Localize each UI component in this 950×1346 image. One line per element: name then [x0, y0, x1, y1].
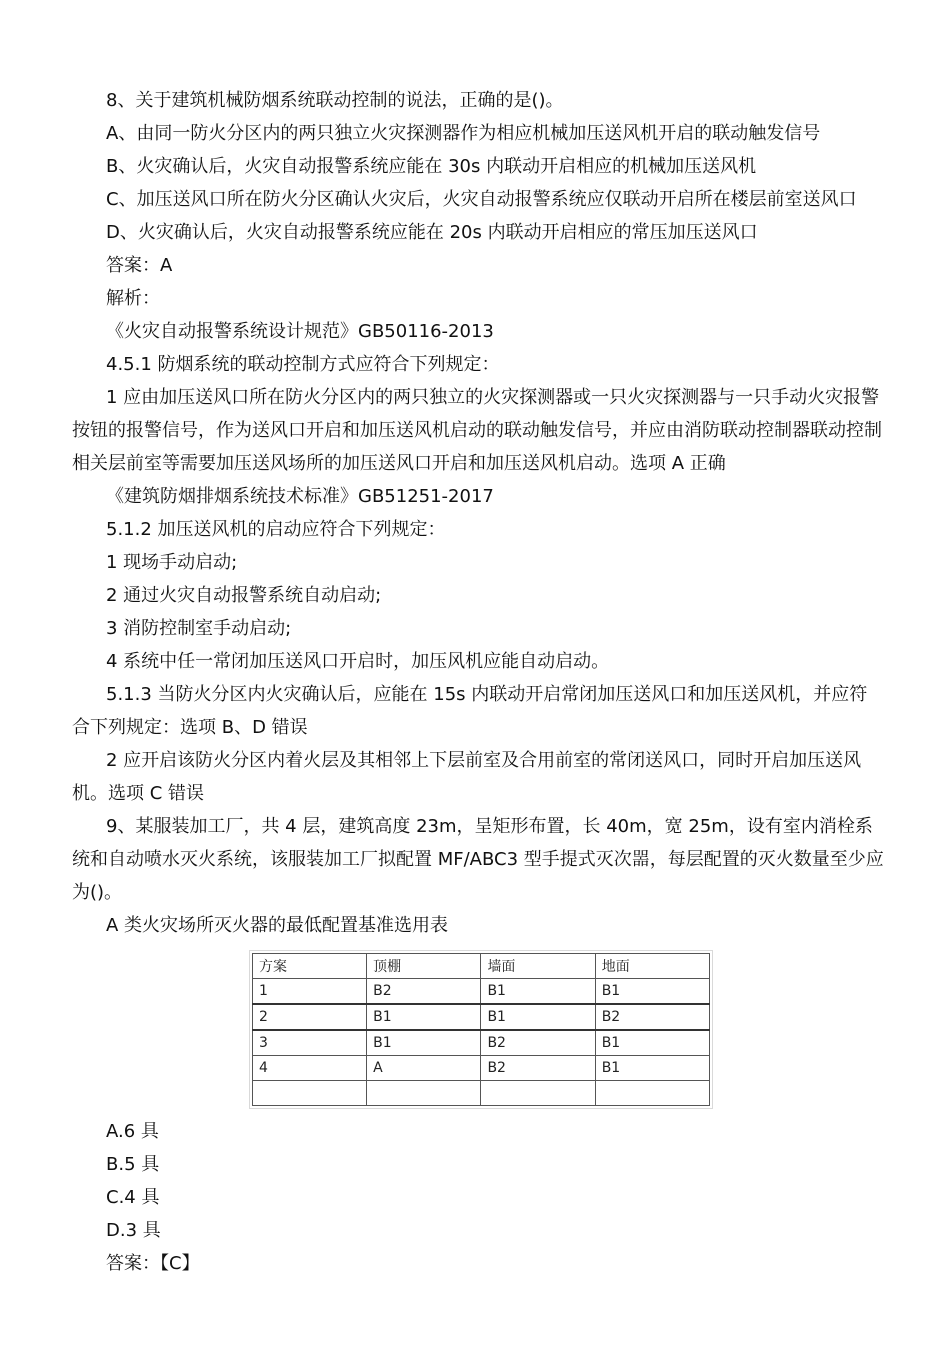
q9-answer: 答案：【C】 [106, 1253, 200, 1274]
table-row [253, 1004, 710, 1030]
table-row [253, 1030, 710, 1056]
table-cell: 1 [253, 979, 367, 1005]
table-cell: B1 [367, 1004, 481, 1030]
q9-option-b: B.5 具 [106, 1154, 160, 1175]
table-header-cell: 墙面 [481, 954, 595, 979]
table-cell: B2 [367, 979, 481, 1005]
table-cell: B2 [481, 1030, 595, 1056]
table-header-row [253, 954, 710, 979]
table-cell: B1 [595, 1056, 709, 1081]
q9-option-a: A.6 具 [106, 1121, 159, 1142]
table-cell: B1 [595, 1030, 709, 1056]
analysis-clause-512-item-1: 1 现场手动启动; [106, 552, 238, 573]
table-cell: B1 [481, 1004, 595, 1030]
table-cell: B2 [481, 1056, 595, 1081]
analysis-source-2: 《建筑防烟排烟系统技术标准》GB51251-2017 [106, 486, 494, 507]
analysis-clause-512-item-3: 3 消防控制室手动启动; [106, 618, 292, 639]
analysis-clause-512-item-2: 2 通过火灾自动报警系统自动启动; [106, 585, 382, 606]
q8-question: 8、关于建筑机械防烟系统联动控制的说法，正确的是()。 [106, 90, 564, 111]
table-cell: B1 [595, 979, 709, 1005]
analysis-clause-512: 5.1.2 加压送风机的启动应符合下列规定： [106, 519, 446, 540]
table-cell: B1 [367, 1030, 481, 1056]
extinguisher-table [252, 953, 710, 1106]
table-cell: B2 [595, 1004, 709, 1030]
q9-option-d: D.3 具 [106, 1220, 161, 1241]
document-page [72, 84, 884, 1280]
table-cell: A [367, 1056, 481, 1081]
q8-answer: 答案：A [106, 255, 173, 276]
q8-option-b: B、火灾确认后，火灾自动报警系统应能在 30s 内联动开启相应的机械加压送风机 [106, 156, 757, 177]
table-cell: 3 [253, 1030, 367, 1056]
q8-option-c: C、加压送风口所在防火分区确认火灾后，火灾自动报警系统应仅联动开启所在楼层前室送风口 [106, 189, 857, 210]
analysis-source-1: 《火灾自动报警系统设计规范》GB50116-2013 [106, 321, 494, 342]
q8-option-a: A、由同一防火分区内的两只独立火灾探测器作为相应机械加压送风机开启的联动触发信号 [106, 123, 821, 144]
table-header-cell: 地面 [595, 954, 709, 979]
analysis-clause-451-item-1: 1 应由加压送风口所在防火分区内的两只独立的火灾探测器或一只火灾探测器与一只手动火灾报警按钮的报警信号，作为送风口开启和加压送风机启动的联动触发信号，并应由消防联动控制器联动控制相关层前室等需要加压送风场所的加压送风口开启和加压送风机启动。选项 A 正确 [72, 387, 882, 474]
q8-analysis-label: 解析： [106, 288, 160, 309]
table-row [253, 979, 710, 1005]
q8-option-d: D、火灾确认后，火灾自动报警系统应能在 20s 内联动开启相应的常压加压送风口 [106, 222, 758, 243]
table-cell: 2 [253, 1004, 367, 1030]
q9-option-c: C.4 具 [106, 1187, 160, 1208]
analysis-clause-513-item-2: 2 应开启该防火分区内着火层及其相邻上下层前室及合用前室的常闭送风口，同时开启加压送风机。选项 C 错误 [72, 750, 862, 804]
table-header-cell: 顶棚 [367, 954, 481, 979]
table-cell: B1 [481, 979, 595, 1005]
table-header-cell: 方案 [253, 954, 367, 979]
extinguisher-table-frame [249, 950, 713, 1109]
table-row [253, 1056, 710, 1081]
table-blank-row [253, 1081, 710, 1106]
analysis-clause-513: 5.1.3 当防火分区内火灾确认后，应能在 15s 内联动开启常闭加压送风口和加压送风机，并应符合下列规定：选项 B、D 错误 [72, 684, 868, 738]
q9-table-caption: A 类火灾场所灭火器的最低配置基准选用表 [106, 915, 449, 936]
analysis-clause-451: 4.5.1 防烟系统的联动控制方式应符合下列规定： [106, 354, 500, 375]
analysis-clause-512-item-4: 4 系统中任一常闭加压送风口开启时，加压风机应能自动启动。 [106, 651, 610, 672]
q9-question: 9、某服装加工厂，共 4 层，建筑高度 23m，呈矩形布置，长 40m，宽 25m，设有室内消栓系统和自动喷水灭火系统，该服装加工厂拟配置 MF/ABC3 型手提式灭次噐，每层配置的灭火数量至少应为()。 [72, 816, 884, 903]
table-cell: 4 [253, 1056, 367, 1081]
